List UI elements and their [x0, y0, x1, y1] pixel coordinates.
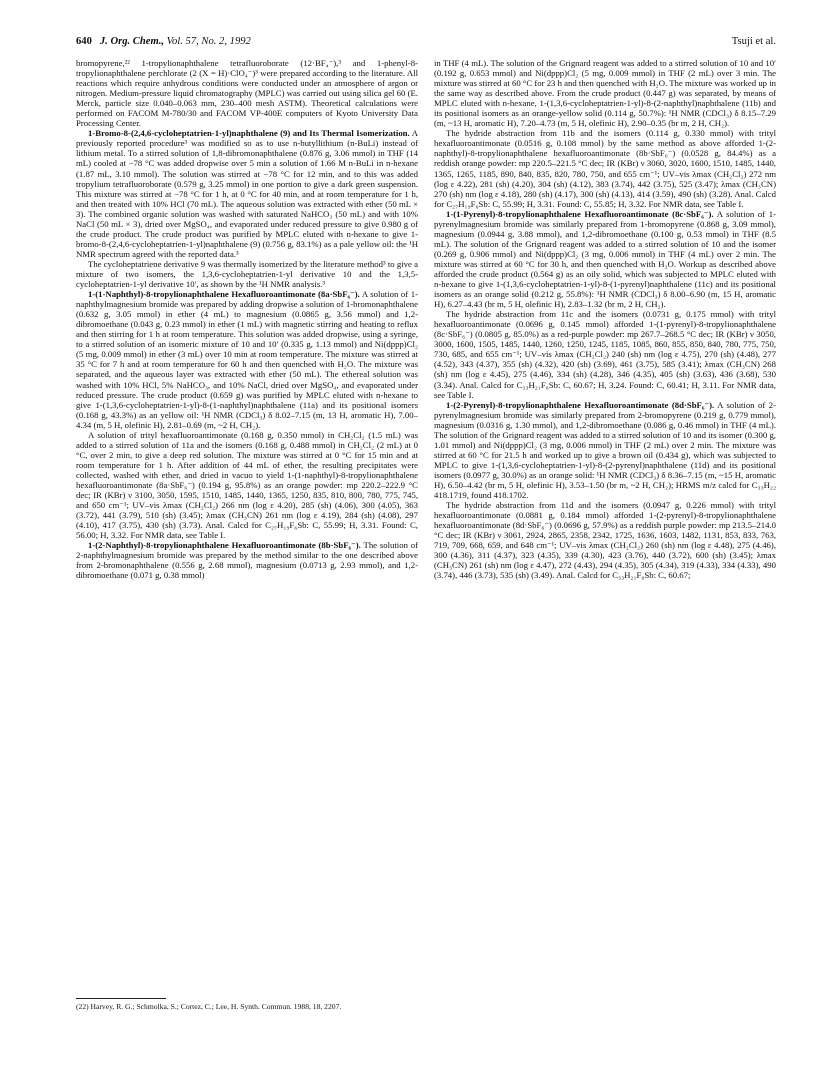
header-left: [76, 36, 251, 47]
section-heading: 1-Bromo-8-(2,4,6-cycloheptatrien-1-yl)naphthalene (9) and Its Thermal Isomerization.: [88, 128, 410, 139]
paragraph-text: The cycloheptatriene derivative 9 was thermally isomerized by the literature method³ to give a mixture of two isomers, the 1,3,6-cycloheptatrien-1-yl derivative 10 and the 1,3,5-cycloheptatrien-1-yl derivative 10′, as shown by the ¹H NMR analysis.³: [76, 258, 418, 290]
page-number: 640: [76, 36, 92, 47]
paragraph-text: in THF (4 mL). The solution of the Grignard reagent was added to a stirred solution of 10 and 10′ (0.192 g, 0.653 mmol) and Ni(dppp)Cl₂ (5 mg, 0.009 mmol) in THF (2 mL) over 3 min. The mixture was stirred at 60 °C for 23 h and then quenched with H₂O. The mixture was worked up in the same way as described above. From the crude product (0.447 g) was separated, by means of MPLC eluted with n-hexane, 1-(1,3,6-cycloheptatrien-1-yl)-8-(2-naphthyl)naphthalene (11b) and its positional isomers as an orange-yellow solid (0.114 g, 50.7%): ¹H NMR (CDCl₃) δ 8.15–7.29 (m, ~13 H, aromatic H), 7.20–4.73 (m, 5 H, olefinic H), 2.90–0.35 (br m, 2 H, CH₂).: [434, 58, 776, 129]
paragraph: [434, 400, 776, 500]
paragraph-text: The hydride abstraction from 11b and the isomers (0.114 g, 0.330 mmol) with trityl hexafluoroantimonate (0.0516 g, 0.108 mmol) by the same method as above afforded 1-(2-naphthyl)-8-tropylionaphthalene hexafluoroantimonate (8b·SbF₆⁻) (0.0528 g, 84.4%) as a reddish orange powder: mp 220.5–221.5 °C dec; IR (KBr) ν 3060, 3020, 1600, 1510, 1485, 1440, 1365, 1265, 1185, 890, 840, 835, 820, 780, 750, and 655 cm⁻¹; UV–vis λmax (CH₂Cl₂) 272 nm (log ε 4.22), 281 (sh) (4.20), 304 (sh) (4.12), 383 (3.74), 442 (3.75), 525 (3.47); λmax (CH₃CN) 270 (sh) nm (log ε 4.18), 280 (sh) (4.17), 300 (sh) (4.13), 414 (3.59), 490 (sh) (3.28). Anal. Calcd for C₂₇H₁₉F₆Sb: C, 55.99; H, 3.31. Found: C, 55.85; H, 3.32. For NMR data, see Table I.: [434, 128, 776, 209]
paragraph: [434, 128, 776, 208]
paragraph-text: A solution of 1-pyrenylmagnesium bromide was similarly prepared from 1-bromopyrene (0.868 g, 3.09 mmol), magnesium (0.0944 g, 3.88 mmol), and 1,2-dibromoethane (0.100 g, 0.53 mmol) in THF (8.5 mL). The solution of the Grignard reagent was added to a stirred solution of 10 and the isomer (0.269 g, 0.906 mmol) and Ni(dppp)Cl₂ (3 mg, 0.006 mmol) in THF (4 mL) over 2 min. The mixture was stirred at 60 °C for 30 h, and then quenched with H₂O. Workup as described above afforded the crude product (0.564 g) as an oily solid, which was subjected to MPLC eluted with n-hexane to give 1-(1,3,6-cycloheptatrien-1-yl)-8-(1-pyrenyl)naphthalene (11c) and its positional isomers as an orange solid (0.212 g, 55.8%): ¹H NMR (CDCl₃) δ 8.00–6.90 (m, 15 H, aromatic H), 6.27–4.43 (br m, 5 H, olefinic H), 2.83–1.32 (br m, 2 H, CH₂).: [434, 208, 776, 310]
footnote: (22) Harvey, R. G.; Schmolka, S.; Cortez, C.; Lee, H. Synth. Commun. 1988, 18, 2207.: [76, 1002, 342, 1011]
paragraph: [76, 128, 418, 259]
volume-issue: Vol. 57, No. 2, 1992: [166, 36, 251, 47]
paragraph: [434, 500, 776, 580]
paragraph: [76, 58, 418, 128]
left-column: [76, 58, 418, 580]
paragraph: [434, 209, 776, 309]
paragraph-text: The solution of 2-naphthylmagnesium bromide was prepared by the method similar to the one described above from 2-bromonaphthalene (0.556 g, 2.68 mmol), magnesium (0.0713 g, 2.93 mmol), and 1,2-dibromoethane (0.071 g, 0.38 mmol): [76, 540, 419, 581]
section-heading: 1-(2-Naphthyl)-8-tropylionaphthalene Hexafluoroantimonate (8b·SbF₆⁻).: [88, 540, 361, 551]
paragraph-text: A previously reported procedure³ was modified so as to use n-butyllithium (n-BuLi) instead of lithium metal. To a stirred solution of 1,8-dibromonaphthalene (0.876 g, 3.06 mmol) in THF (14 mL) cooled at −78 °C was added dropwise over 5 min a solution of 1.66 M n-BuLi in n-hexane (1.87 mL, 3.10 mmol). The solution was stirred at −78 °C for 12 min, and to this was added tropylium tetrafluoroborate (0.579 g, 3.25 mmol) in one portion to give a dark green suspension. This mixture was stirred at −78 °C for 1 h, at 0 °C for 40 min, and at room temperature for 1 h, and then treated with 10% HCl (70 mL). The aqueous solution was extracted with ether (50 mL × 3). The combined organic solution was washed with saturated NaHCO₃ (50 mL) and with 10% NaCl (50 mL × 3), dried over MgSO₄, and evaporated under reduced pressure to give 0.980 g of the crude product. The crude product was purified by MPLC eluted with n-hexane to give 1-bromo-8-(2,4,6-cycloheptatrien-1-yl)naphthalene (9) (0.756 g, 83.1%) as a pale yellow oil: the ¹H NMR spectrum agreed with the reported data.³: [76, 128, 418, 259]
section-heading: 1-(1-Pyrenyl)-8-tropylionaphthalene Hexafluoroantimonate (8c·SbF₆⁻).: [446, 208, 714, 219]
journal-page: [76, 36, 776, 1046]
paragraph: [434, 309, 776, 399]
header-authors: Tsuji et al.: [731, 36, 776, 47]
journal-name: J. Org. Chem.,: [99, 36, 165, 47]
paragraph-text: A solution of trityl hexafluoroantimonate (0.168 g, 0.350 mmol) in CH₂Cl₂ (1.5 mL) was added to a stirred solution of 11a and the isomers (0.168 g, 0.488 mmol) in CH₂Cl₂ (2 mL) at 0 °C, over 2 min, to give a deep red solution. The mixture was stirred at 0 °C for 15 min and at room temperature for 1 h. After addition of 44 mL of ether, the resulting precipitates were collected, washed with ether, and dried in vacuo to yield 1-(1-naphthyl)-8-tropylionaphthalene hexafluoroantimonate (8a·SbF₆⁻) (0.194 g, 95.8%) as an orange powder: mp 220.2–222.9 °C dec; IR (KBr) ν 3100, 3050, 1595, 1510, 1485, 1440, 1365, 1250, 835, 810, 800, 780, 775, 745, and 650 cm⁻¹; UV–vis λmax (CH₂Cl₂) 266 nm (log ε 4.20), 285 (sh) (4.06), 300 (4.05), 363 (3.72), 441 (3.79), 510 (sh) (3.45); λmax (CH₃CN) 261 nm (log ε 4.19), 284 (sh) (4.08), 297 (4.10), 417 (3.75), 430 (sh) (3.73). Anal. Calcd for C₂₇H₁₉F₆Sb: C, 55.99; H, 3.31. Found: C, 56.00; H, 3.32. For NMR data, see Table I.: [76, 429, 418, 541]
paragraph: [434, 58, 776, 128]
paragraph: [76, 289, 418, 430]
paragraph: [76, 430, 418, 541]
paragraph-text: The hydride abstraction from 11c and the isomers (0.0731 g, 0.175 mmol) with trityl hexafluoroantimonate (0.0696 g, 0.145 mmol) afforded 1-(1-pyrenyl)-8-tropylionaphthalene (8c·SbF₆⁻) (0.0805 g, 85.0%) as a red-purple powder: mp 267.7–268.5 °C dec; IR (KBr) ν 3050, 3000, 1600, 1505, 1485, 1440, 1260, 1250, 1245, 1185, 1085, 860, 855, 850, 840, 780, 775, 750, 730, 685, and 655 cm⁻¹; UV–vis λmax (CH₂Cl₂) 240 (sh) nm (log ε 4.75), 270 (sh) (4.48), 277 (4.52), 343 (4.37), 355 (sh) (4.32), 420 (sh) (3.69), 461 (3.75), 585 (3.41); λmax (CH₃CN) 268 (sh) nm (log ε 4.45), 275 (4.46), 334 (sh) (4.28), 346 (4.35), 405 (sh) (3.63), 436 (3.68), 530 (3.34). Anal. Calcd for C₃₃H₂₁F₆Sb: C, 60.67; H, 3.24. Found: C, 60.41; H, 3.11. For NMR data, see Table I.: [434, 309, 776, 400]
section-heading: 1-(1-Naphthyl)-8-tropylionaphthalene Hexafluoroantimonate (8a·SbF₆⁻).: [88, 289, 360, 300]
running-header: [76, 36, 776, 54]
paragraph: [76, 259, 418, 289]
paragraph-text: bromopyrene,²² 1-tropylionaphthalene tetrafluoroborate (12·BF₄⁻),³ and 1-phenyl-8-tropylionaphthalene perchlorate (2 (X = H)·ClO₄⁻)³ were prepared according to the literature. All reactions which require anhydrous conditions were conducted under an atmosphere of argon or nitrogen. Medium-pressure liquid chromatography (MPLC) was carried out using silica gel 60 (E. Merck, particle size 0.040–0.063 mm, 230–400 mesh ASTM). Theoretical calculations were performed on FACOM M-780/30 and FACOM VP-400E computers of Kyoto University Data Processing Center.: [76, 58, 418, 129]
paragraph-text: A solution of 2-pyrenylmagnesium bromide was similarly prepared from 2-bromopyrene (0.219 g, 0.779 mmol), magnesium (0.0316 g, 1.30 mmol), and 1,2-dibromoethane (0.086 g, 0.46 mmol) in THF (4 mL). The solution of the Grignard reagent was added to a stirred solution of 10 and its isomer (0.300 g, 1.01 mmol) and Ni(dppp)Cl₂ (3 mg, 0.006 mmol) in THF (2 mL) over 2 min. The mixture was stirred at 60 °C for 21.5 h and worked up to give a brown oil (0.434 g), which was subjected to MPLC to give 1-(1,3,6-cycloheptatrien-1-yl)-8-(2-pyrenyl)naphthalene (11d) and its positional isomers (0.0977 g, 30.0%) as an orange solid: ¹H NMR (CDCl₃) δ 8.36–7.15 (m, ~15 H, aromatic H), 6.50–4.42 (br m, 5 H, olefinic H), 3.53–1.50 (br m, ~2 H, CH₂); HRMS m/z calcd for C₃₃H₂₂ 418.1719, found 418.1702.: [434, 399, 776, 501]
section-heading: 1-(2-Pyrenyl)-8-tropylionaphthalene Hexafluoroantimonate (8d·SbF₆⁻).: [446, 399, 715, 410]
paragraph-text: The hydride abstraction from 11d and the isomers (0.0947 g, 0.226 mmol) with trityl hexafluoroantimonate (0.0881 g, 0.184 mmol) afforded 1-(2-pyrenyl)-8-tropylionaphthalene hexafluoroantimonate (8d·SbF₆⁻) (0.0696 g, 57.9%) as a reddish purple powder: mp 213.5–214.0 °C dec; IR (KBr) ν 3061, 2924, 2865, 2358, 2342, 1725, 1636, 1603, 1482, 1131, 853, 833, 763, 719, 709, 668, 659, and 648 cm⁻¹; UV–vis λmax (CH₂Cl₂) 260 (sh) nm (log ε 4.48), 275 (4.46), 300 (4.36), 311 (4.37), 323 (4.35), 339 (4.30), 423 (3.76), 440 (3.72), 600 (sh) (3.45); λmax (CH₃CN) 261 (sh) nm (log ε 4.47), 272 (4.43), 294 (4.35), 305 (4.34), 319 (4.33), 334 (4.33), 490 (3.74), 446 (3.73), 535 (sh) (3.49). Anal. Calcd for C₃₃H₂₁F₆Sb: C, 60.67;: [434, 500, 776, 581]
paragraph: [76, 540, 418, 580]
footnote-rule: [76, 998, 166, 999]
right-column: [434, 58, 776, 580]
paragraph-text: A solution of 1-naphthylmagnesium bromide was prepared by adding dropwise a solution of 1-bromonaphthalene (0.632 g, 3.05 mmol) in ether (4 mL) to magnesium (0.0865 g, 3.56 mmol) and 1,2-dibromoethane (0.043 g, 0.23 mmol) in ether (1 mL) with magnetic stirring and heating to reflux and then stirring for 1 h at room temperature. This solution was added dropwise, using a syringe, to a stirred solution of an isomeric mixture of 10 and 10′ (0.335 g, 1.13 mmol) and Ni(dppp)Cl₂ (5 mg, 0.009 mmol) in ether (3 mL) over 10 min at room temperature. The mixture was stirred at 35 °C for 7 h and at room temperature for 60 h and then quenched with H₂O. The mixture was separated, and the aqueous layer was extracted with ether (50 mL). The ethereal solution was washed with 10% HCl, 5% NaHCO₃, and 10% NaCl, dried over MgSO₄, and evaporated under reduced pressure. The crude product (0.659 g) was purified by MPLC eluted with n-hexane to give 1-(1,3,6-cycloheptatrien-1-yl)-8-(1-naphthyl)naphthalene (11a) and its positional isomers (0.168 g, 43.3%) as an yellow oil: ¹H NMR (CDCl₃) δ 8.02–7.15 (m, 13 H, aromatic H), 7.00–4.34 (m, 5 H, olefinic H), 2.81–0.69 (m, ~2 H, CH₂).: [76, 289, 418, 430]
